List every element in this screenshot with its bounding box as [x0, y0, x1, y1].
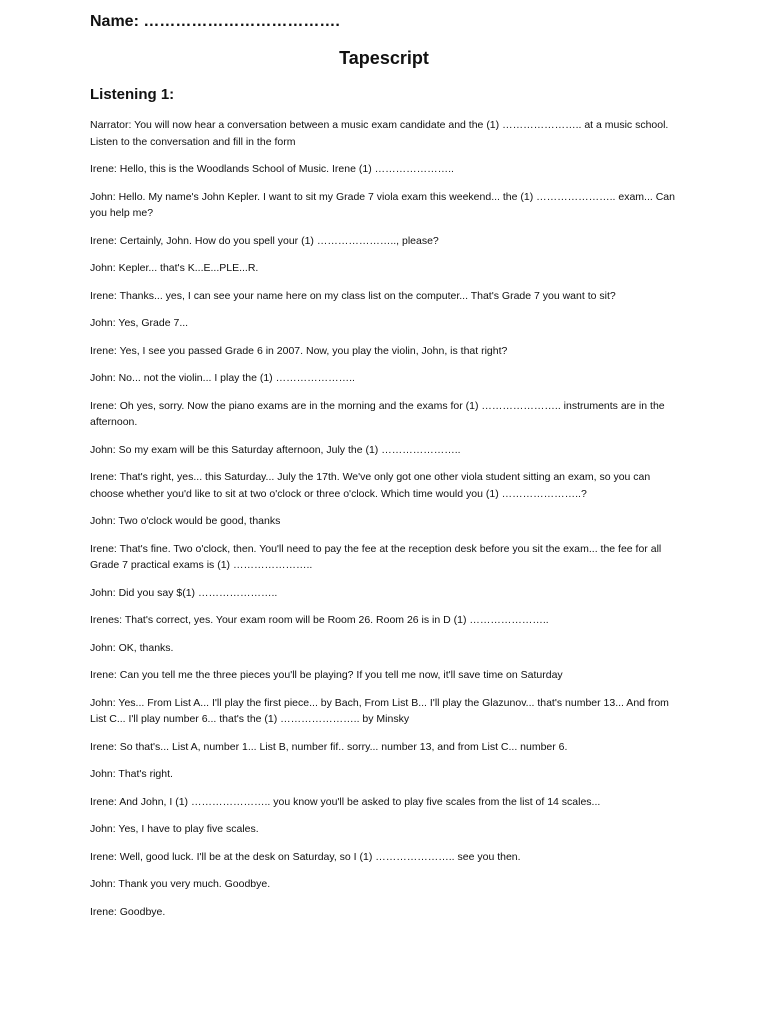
script-line: John: OK, thanks.	[90, 641, 174, 654]
script-line: Irene: Hello, this is the Woodlands School of Music. Irene (1) …………………..	[90, 163, 454, 175]
script-line: John: Yes, I have to play five scales.	[90, 823, 259, 835]
script-line: Irene: Goodbye.	[90, 905, 166, 918]
script-line: Irene: Thanks... yes, I can see your name here on my class list on the computer... That's Grade 7 you want to sit?	[90, 289, 616, 302]
script-line: Irenes: That's correct, yes. Your exam room will be Room 26. Room 26 is in D (1) …………………..	[90, 614, 549, 626]
script-line: Irene: That's right, yes... this Saturday... July the 17th. We've only got one other viola student sitting an exam, so you can choose whether you'd like to sit at two o'clock or three o'clock. Which time would you (1) …………………..?	[90, 471, 651, 500]
tapescript-body	[90, 117, 680, 931]
script-line: John: That's right.	[90, 768, 173, 780]
section-heading: Listening 1:	[90, 86, 175, 103]
script-line: Irene: That's fine. Two o'clock, then. You'll need to pay the fee at the reception desk before you sit the exam... the fee for all Grade 7 practical exams is (1) …………………..	[90, 542, 662, 571]
script-line: Irene: And John, I (1) ………………….. you know you'll be asked to play five scales from the list of 14 scales...	[90, 795, 601, 808]
script-line: Irene: Oh yes, sorry. Now the piano exams are in the morning and the exams for (1) ………………….. instruments are in the afternoon.	[90, 399, 665, 428]
script-line: Irene: So that's... List A, number 1... List B, number fif.. sorry... number 13, and from List C... number 6.	[90, 740, 568, 753]
script-line: Irene: Well, good luck. I'll be at the desk on Saturday, so I (1) ………………….. see you then.	[90, 850, 521, 863]
script-line: John: Thank you very much. Goodbye.	[90, 878, 271, 890]
script-line: Irene: Can you tell me the three pieces you'll be playing? If you tell me now, it'll save time on Saturday	[90, 669, 563, 681]
script-line: John: Hello. My name's John Kepler. I want to sit my Grade 7 viola exam this weekend... the (1) ………………….. exam... Can you help me?	[90, 190, 675, 219]
page-title: Tapescript	[339, 48, 429, 68]
script-line: John: Yes, Grade 7...	[90, 317, 189, 329]
script-line: John: No... not the violin... I play the (1) …………………..	[90, 372, 355, 384]
script-line: Irene: Certainly, John. How do you spell your (1) ………………….., please?	[90, 234, 439, 247]
name-field-line: Name: ……………………………….	[90, 13, 340, 30]
script-line: Narrator: You will now hear a conversation between a music exam candidate and the (1) ………………….. at a music school. Listen to the conversation and fill in the form	[90, 119, 669, 148]
script-line: John: So my exam will be this Saturday afternoon, July the (1) …………………..	[90, 443, 461, 456]
script-line: John: Yes... From List A... I'll play the first piece... by Bach, From List B... I'll play the Glazunov... that's number 13... And from List C... I'll play number 6... that's the (1) ………………….. by Minsky	[90, 696, 669, 725]
script-line: John: Kepler... that's K...E...PLE...R.	[90, 262, 259, 274]
script-line: Irene: Yes, I see you passed Grade 6 in 2007. Now, you play the violin, John, is that right?	[90, 344, 508, 357]
script-line: John: Did you say $(1) …………………..	[90, 586, 278, 599]
script-line: John: Two o'clock would be good, thanks	[90, 515, 281, 527]
